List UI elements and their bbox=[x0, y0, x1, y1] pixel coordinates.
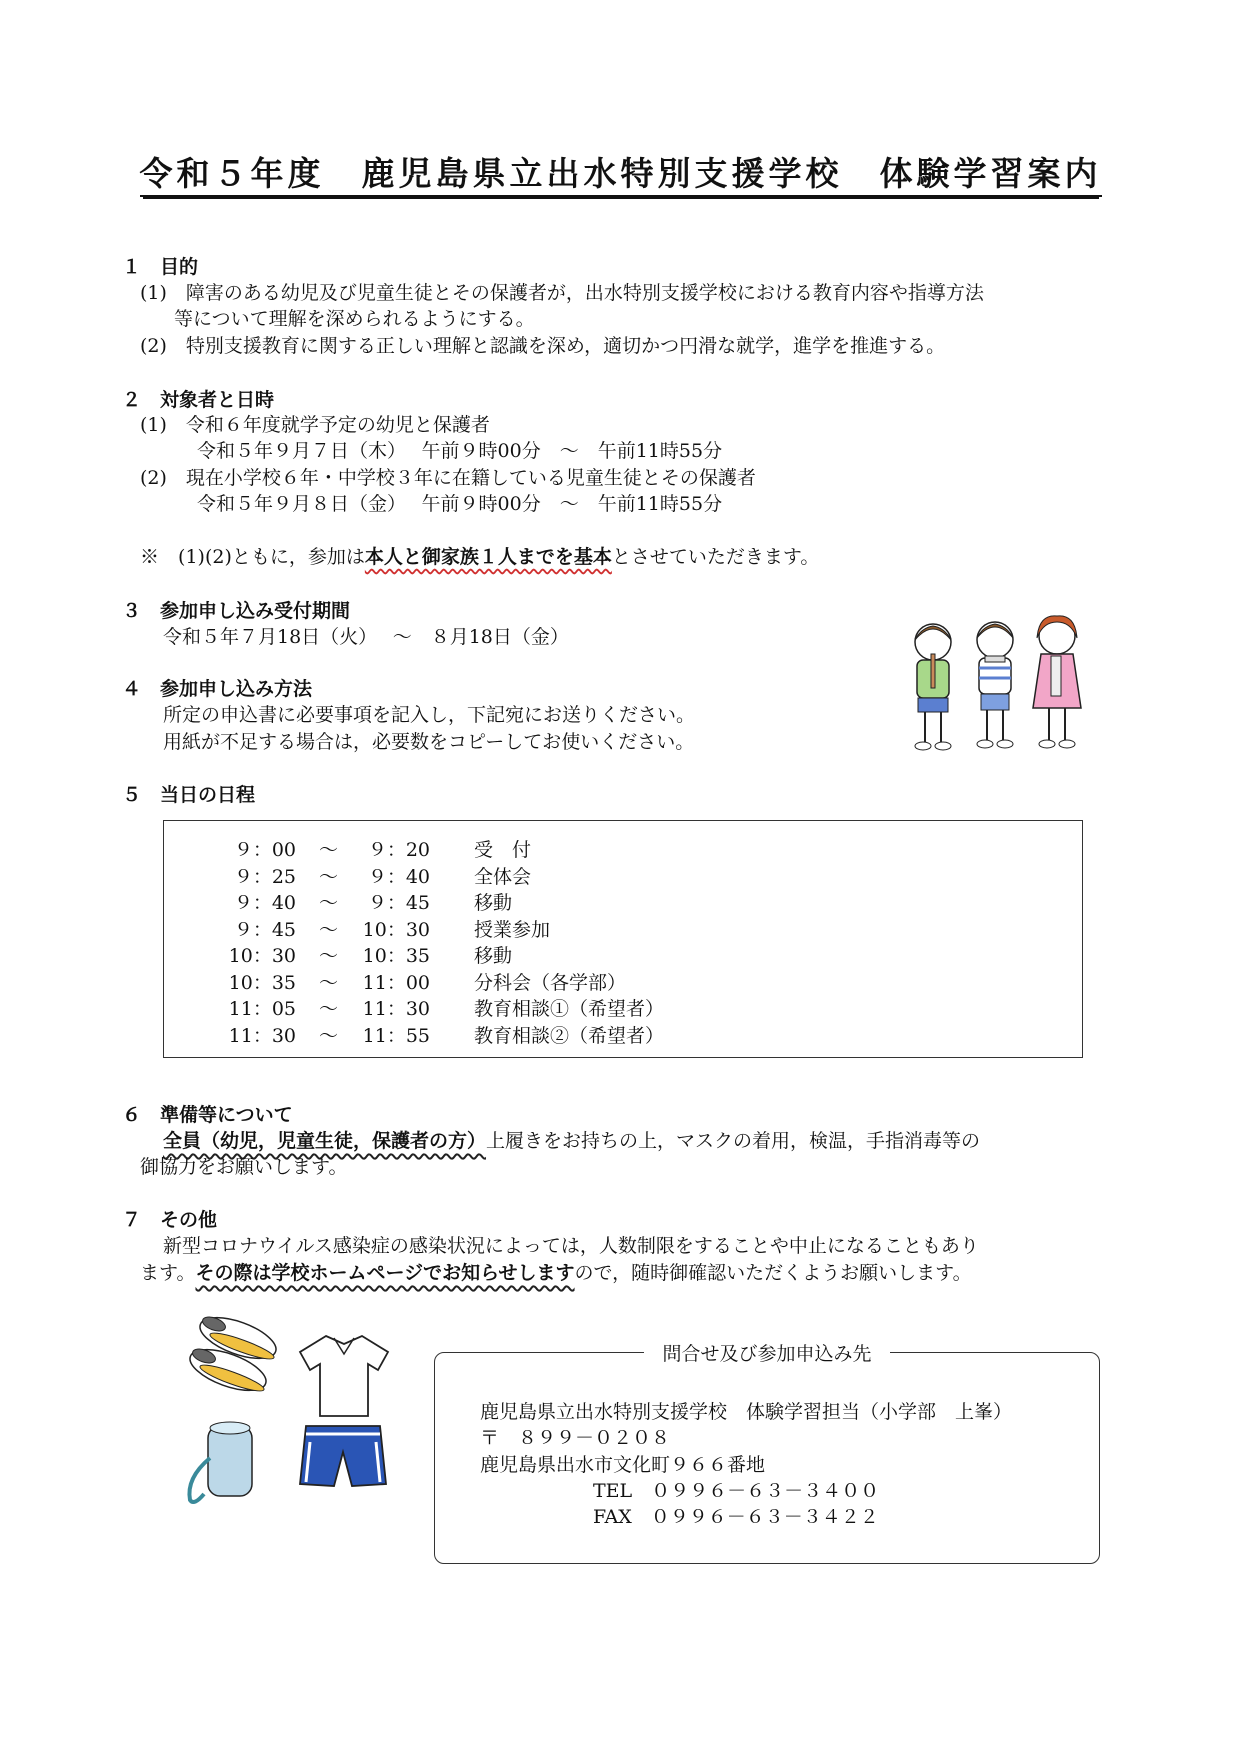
schedule-label: 授業参加 bbox=[474, 918, 551, 941]
schedule-start: 10：35 bbox=[228, 971, 296, 994]
schedule-row bbox=[164, 862, 1082, 888]
section-2-heading: ２ 対象者と日時 bbox=[122, 389, 275, 411]
section-6-heading: ６ 準備等について bbox=[122, 1104, 293, 1126]
schedule-separator: ～ bbox=[319, 892, 339, 914]
shirt-icon bbox=[296, 1330, 392, 1420]
contact-title: 問合せ及び参加申込み先 bbox=[435, 1339, 1099, 1366]
schedule-label: 分科会（各学部） bbox=[474, 971, 627, 994]
schedule-end: ９：20 bbox=[367, 839, 430, 861]
schedule-row bbox=[164, 968, 1082, 994]
section-7-line-1: 新型コロナウイルス感染症の感染状況によっては，人数制限をすることや中止になることもあり bbox=[163, 1235, 979, 1257]
schedule-start: ９：40 bbox=[233, 892, 296, 914]
schedule-end: 10：30 bbox=[362, 918, 430, 941]
schedule-end: 11：00 bbox=[362, 971, 430, 994]
section-2-item-1: (1) 令和６年度就学予定の幼児と保護者 bbox=[140, 414, 490, 436]
schedule-start: 10：30 bbox=[228, 945, 296, 967]
schedule-row bbox=[164, 888, 1082, 914]
contact-postal-code: 〒 ８９９－０２０８ bbox=[480, 1427, 671, 1449]
schedule-end: 11：55 bbox=[362, 1024, 430, 1047]
schedule-end: 10：35 bbox=[362, 945, 430, 967]
schedule-label: 受 付 bbox=[474, 839, 532, 861]
section-1-heading: １ 目的 bbox=[122, 256, 199, 278]
section-7-emphasis: その際は学校ホームページでお知らせします bbox=[195, 1262, 575, 1284]
section-1-item-1: (1) 障害のある幼児及び児童生徒とその保護者が，出水特別支援学校における教育内容や指導方法 bbox=[140, 282, 984, 304]
water-bottle-icon bbox=[180, 1418, 266, 1508]
schedule-end: 11：30 bbox=[362, 998, 430, 1020]
schedule-box bbox=[163, 820, 1083, 1058]
section-6-emphasis: 全員（幼児，児童生徒，保護者の方） bbox=[163, 1130, 487, 1152]
note-emphasis: 本人と御家族１人までを基本 bbox=[364, 546, 612, 568]
schedule-label: 教育相談①（希望者） bbox=[474, 998, 665, 1020]
schedule-start: 11：05 bbox=[228, 998, 296, 1020]
schedule-label: 移動 bbox=[474, 945, 513, 967]
schedule-row bbox=[164, 941, 1082, 967]
contact-address: 鹿児島県出水市文化町９６６番地 bbox=[480, 1454, 766, 1476]
schedule-separator: ～ bbox=[319, 918, 339, 941]
section-4-line-1: 所定の申込書に必要事項を記入し，下記宛にお送りください。 bbox=[163, 704, 696, 726]
section-7-heading: ７ その他 bbox=[122, 1209, 218, 1231]
schedule-separator: ～ bbox=[319, 945, 339, 967]
schedule-row bbox=[164, 915, 1082, 941]
section-2-item-1-date: 令和５年９月７日（木） 午前９時00分 ～ 午前11時55分 bbox=[197, 440, 723, 462]
schedule-start: ９：25 bbox=[233, 865, 296, 888]
schedule-row bbox=[164, 994, 1082, 1020]
schedule-separator: ～ bbox=[319, 865, 339, 888]
section-1-item-2: (2) 特別支援教育に関する正しい理解と認識を深め，適切かつ円滑な就学，進学を推進する。 bbox=[140, 335, 946, 357]
shorts-icon bbox=[298, 1422, 388, 1492]
shoes-icon bbox=[180, 1312, 290, 1402]
section-6-line-1: 全員（幼児，児童生徒，保護者の方）上履きをお持ちの上，マスクの着用，検温，手指消毒等の bbox=[163, 1130, 981, 1152]
section-1-item-1-cont: 等について理解を深められるようにする。 bbox=[174, 308, 535, 330]
page-title: 令和５年度 鹿児島県立出水特別支援学校 体験学習案内 bbox=[0, 148, 1241, 195]
section-2-item-2: (2) 現在小学校６年・中学校３年に在籍している児童生徒とその保護者 bbox=[140, 467, 756, 489]
schedule-label: 移動 bbox=[474, 892, 513, 914]
schedule-label: 全体会 bbox=[474, 865, 532, 888]
section-3-period: 令和５年７月18日（火） ～ ８月18日（金） bbox=[163, 626, 569, 648]
section-4-line-2: 用紙が不足する場合は，必要数をコピーしてお使いください。 bbox=[163, 731, 695, 753]
section-2-item-2-date: 令和５年９月８日（金） 午前９時00分 ～ 午前11時55分 bbox=[197, 493, 723, 515]
schedule-separator: ～ bbox=[319, 971, 339, 994]
section-2-note: ※ (1)(2)ともに，参加は本人と御家族１人までを基本とさせていただきます。 bbox=[140, 546, 820, 568]
schedule-end: ９：40 bbox=[367, 865, 430, 888]
section-7-line-2: ます。その際は学校ホームページでお知らせしますので，随時御確認いただくようお願いします。 bbox=[140, 1262, 972, 1284]
schedule-end: ９：45 bbox=[367, 892, 430, 914]
contact-school: 鹿児島県立出水特別支援学校 体験学習担当（小学部 上峯） bbox=[480, 1401, 1013, 1423]
schedule-row bbox=[164, 1021, 1082, 1047]
schedule-separator: ～ bbox=[319, 1024, 339, 1047]
schedule-start: ９：00 bbox=[233, 839, 296, 861]
schedule-separator: ～ bbox=[319, 998, 339, 1020]
schedule-label: 教育相談②（希望者） bbox=[474, 1024, 665, 1047]
contact-box bbox=[434, 1343, 1100, 1564]
contact-tel: TEL ０９９６－６３－３４００ bbox=[593, 1480, 880, 1502]
contact-fax: FAX ０９９６－６３－３４２２ bbox=[593, 1506, 879, 1528]
children-illustration bbox=[895, 612, 1095, 762]
schedule-separator: ～ bbox=[319, 839, 339, 861]
section-6-line-2: 御協力をお願いします。 bbox=[140, 1156, 348, 1178]
schedule-row bbox=[164, 835, 1082, 861]
section-5-heading: ５ 当日の日程 bbox=[122, 784, 256, 806]
section-3-heading: ３ 参加申し込み受付期間 bbox=[122, 600, 351, 622]
schedule-start: ９：45 bbox=[233, 918, 296, 941]
schedule-start: 11：30 bbox=[228, 1024, 296, 1047]
section-4-heading: ４ 参加申し込み方法 bbox=[122, 678, 313, 700]
